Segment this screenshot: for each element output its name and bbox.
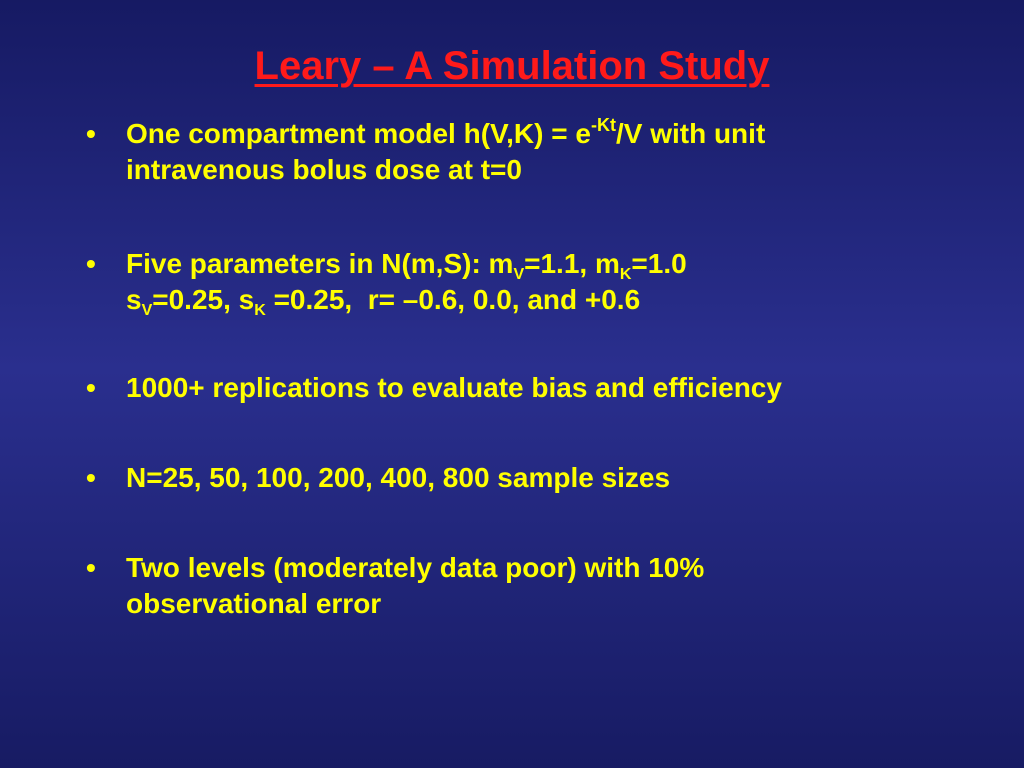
text-run: =0.25, s — [152, 284, 255, 315]
text-run: s — [126, 284, 142, 315]
bullet-line — [126, 246, 986, 282]
bullet-text — [126, 116, 986, 188]
text-run: =1.0 — [631, 248, 687, 279]
bullet-dot-icon: • — [86, 552, 96, 583]
bullet-text — [126, 370, 986, 406]
bullet-line — [126, 282, 986, 318]
bullet-line: observational error — [126, 588, 382, 619]
bullet-text — [126, 246, 986, 318]
text-run: =1.1, m — [524, 248, 620, 279]
text-run: One compartment model h(V,K) = e — [126, 118, 591, 149]
bullet-line: Two levels (moderately data poor) with 10% — [126, 552, 705, 583]
slide-title: Leary – A Simulation Study — [254, 44, 770, 88]
bullet-line: 1000+ replications to evaluate bias and efficiency — [126, 372, 782, 403]
bullet-dot-icon: • — [86, 462, 96, 493]
superscript: -Kt — [590, 115, 616, 135]
bullet-text — [126, 550, 986, 622]
bullet-line: N=25, 50, 100, 200, 400, 800 sample sizes — [126, 462, 671, 493]
bullet-line — [126, 116, 986, 152]
text-run: /V with unit — [615, 118, 766, 149]
subscript: K — [254, 302, 266, 319]
bullet-dot-icon: • — [86, 118, 96, 149]
bullet-line: intravenous bolus dose at t=0 — [126, 154, 522, 185]
bullet-dot-icon: • — [86, 372, 96, 403]
subscript: V — [141, 302, 153, 319]
text-run: Five parameters in N(m,S): m — [126, 248, 514, 279]
subscript: K — [619, 266, 632, 283]
subscript: V — [513, 266, 525, 283]
text-run: =0.25, r= –0.6, 0.0, and +0.6 — [265, 284, 641, 315]
bullet-dot-icon: • — [86, 248, 96, 279]
bullet-text — [126, 460, 986, 496]
